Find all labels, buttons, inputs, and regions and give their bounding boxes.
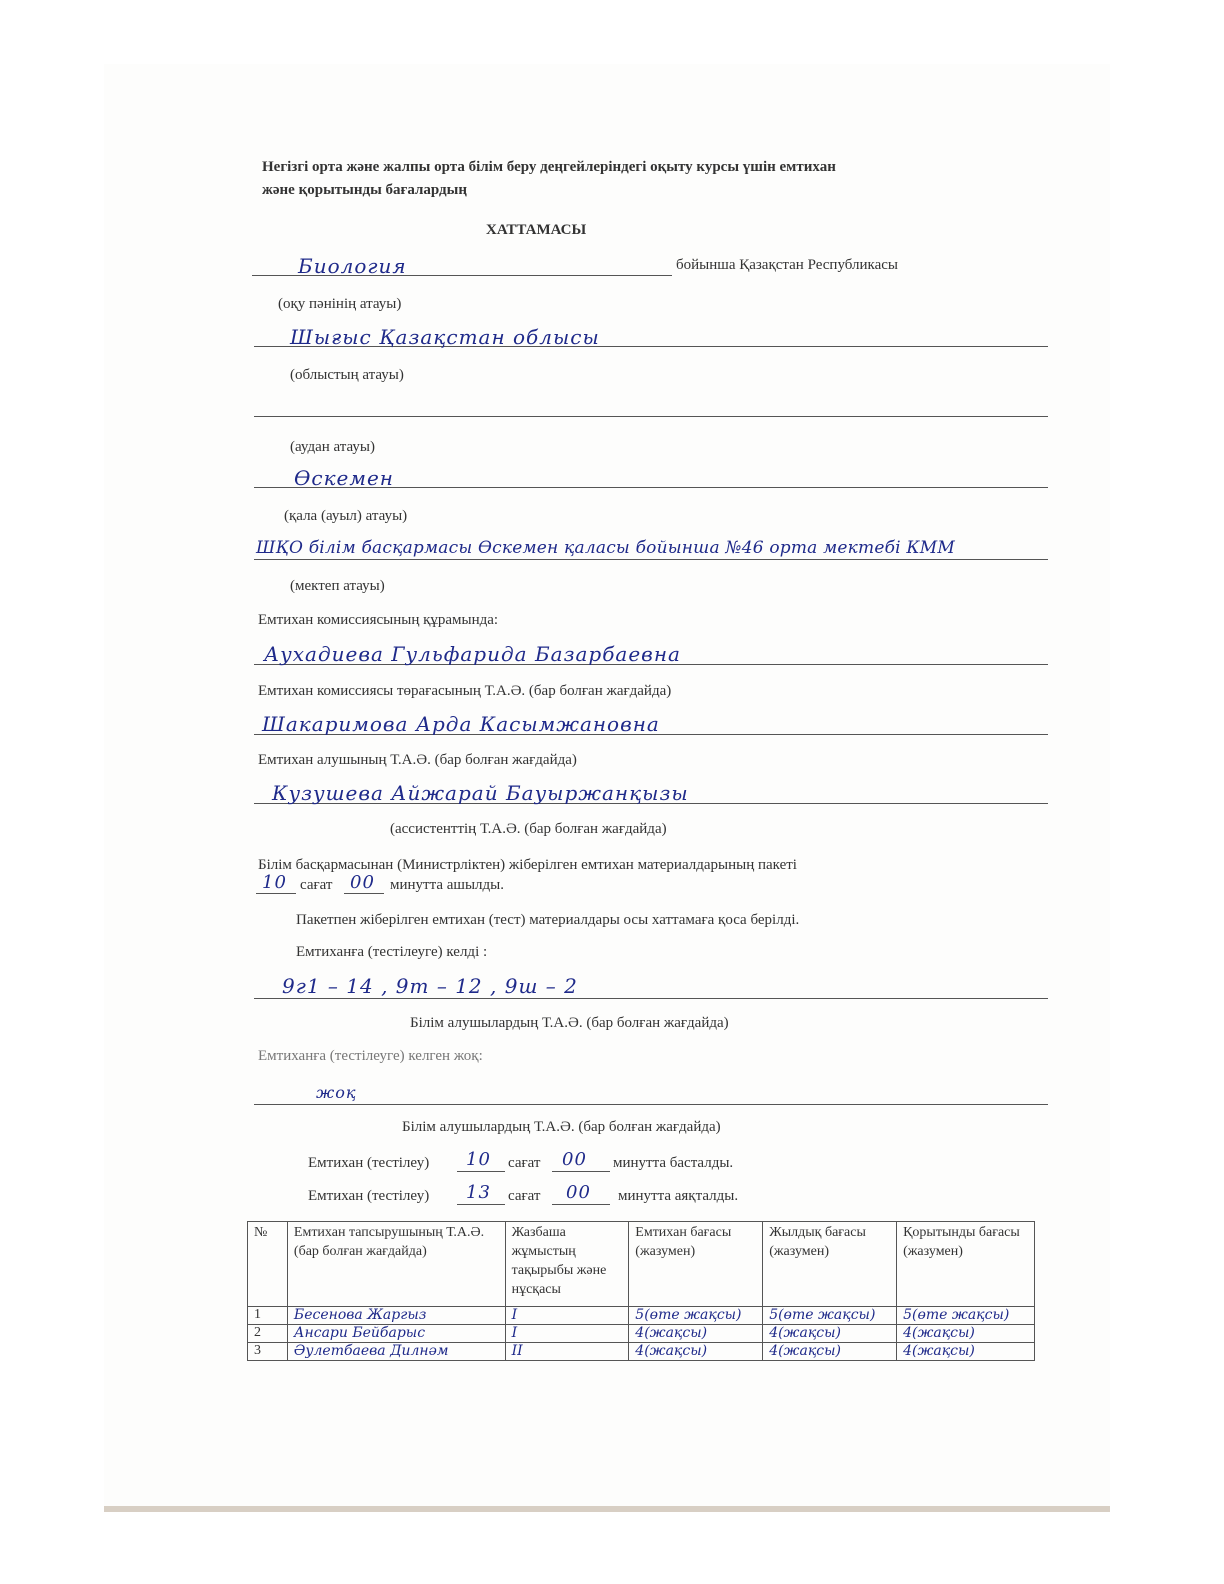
- header-number: №: [248, 1222, 288, 1307]
- subject-suffix: бойынша Қазақстан Республикасы: [676, 257, 898, 273]
- commission-heading: Емтихан комиссиясының құрамында:: [258, 612, 499, 628]
- examiner-caption: Емтихан алушының Т.А.Ә. (бар болған жағдайда): [258, 752, 577, 768]
- header-name: Емтихан тапсырушының Т.А.Ә. (бар болған жағдайда): [287, 1222, 505, 1307]
- absent-value: жоқ: [316, 1083, 357, 1102]
- package-minute-underline: [344, 893, 384, 894]
- city-caption: (қала (ауыл) атауы): [284, 508, 408, 524]
- variant: I: [505, 1325, 629, 1343]
- school-caption: (мектеп атауы): [290, 578, 385, 594]
- absent-caption: Білім алушылардың Т.А.Ә. (бар болған жағдайда): [402, 1119, 721, 1135]
- exam-grade: 4(жақсы): [629, 1325, 763, 1343]
- header-line-1: Негізгі орта және жалпы орта білім беру деңгейлеріндегі оқыту курсы үшін емтихан: [262, 159, 836, 175]
- end-minute: 00: [566, 1182, 591, 1203]
- start-suffix: минутта басталды.: [613, 1155, 734, 1171]
- district-underline: [254, 416, 1048, 417]
- package-text: Білім басқармасынан (Министрліктен) жіберілген емтихан материалдарының пакеті: [258, 857, 797, 873]
- came-caption: Білім алушылардың Т.А.Ә. (бар болған жағдайда): [410, 1015, 729, 1031]
- row-number: 2: [248, 1325, 288, 1343]
- package-minute: 00: [350, 872, 375, 893]
- table-row: [248, 1307, 1035, 1325]
- end-prefix: Емтихан (тестілеу): [308, 1188, 430, 1204]
- school-underline: [254, 559, 1048, 560]
- start-minute: 00: [562, 1149, 587, 1170]
- table-header-row: [248, 1222, 1035, 1307]
- header-final-grade: Қорытынды бағасы (жазумен): [897, 1222, 1035, 1307]
- annual-grade: 4(жақсы): [763, 1325, 897, 1343]
- chair-caption: Емтихан комиссиясы төрағасының Т.А.Ә. (бар болған жағдайда): [258, 683, 672, 699]
- annual-grade: 5(өте жақсы): [763, 1307, 897, 1325]
- end-hour: 13: [466, 1182, 491, 1203]
- table-row: [248, 1325, 1035, 1343]
- start-hour-underline: [457, 1171, 505, 1172]
- absent-label: Емтиханға (тестілеуге) келген жоқ:: [258, 1048, 483, 1064]
- row-number: 1: [248, 1307, 288, 1325]
- absent-underline: [254, 1104, 1048, 1105]
- chair-name: Аухадиева Гульфарида Базарбаевна: [264, 642, 681, 666]
- start-prefix: Емтихан (тестілеу): [308, 1155, 430, 1171]
- end-minute-underline: [552, 1204, 610, 1205]
- variant: I: [505, 1307, 629, 1325]
- came-underline: [254, 998, 1048, 999]
- subject-caption: (оқу пәнінің атауы): [278, 296, 402, 312]
- exam-grade: 4(жақсы): [629, 1343, 763, 1361]
- variant: II: [505, 1343, 629, 1361]
- package-hour: 10: [262, 872, 287, 893]
- assistant-caption: (ассистенттің Т.А.Ә. (бар болған жағдайда): [390, 821, 667, 837]
- package-hour-label: сағат: [300, 877, 333, 893]
- row-number: 3: [248, 1343, 288, 1361]
- final-grade: 4(жақсы): [897, 1325, 1035, 1343]
- district-caption: (аудан атауы): [290, 439, 375, 455]
- start-hour: 10: [466, 1149, 491, 1170]
- assistant-name: Кузушева Айжарай Бауыржанқызы: [272, 781, 689, 805]
- package-attached: Пакетпен жіберілген емтихан (тест) материалдары осы хаттамаға қоса берілді.: [296, 912, 800, 928]
- came-label: Емтиханға (тестілеуге) келді :: [296, 944, 488, 960]
- results-table: [247, 1221, 1035, 1361]
- student-name: Бесенова Жаргыз: [287, 1307, 505, 1325]
- header-annual-grade: Жылдық бағасы (жазумен): [763, 1222, 897, 1307]
- student-name: Әулетбаева Дилнәм: [287, 1343, 505, 1361]
- package-hour-underline: [256, 893, 296, 894]
- annual-grade: 4(жақсы): [763, 1343, 897, 1361]
- end-suffix: минутта аяқталды.: [618, 1188, 739, 1204]
- region-value: Шығыс Қазақстан облысы: [290, 325, 600, 349]
- end-hour-underline: [457, 1204, 505, 1205]
- final-grade: 5(өте жақсы): [897, 1307, 1035, 1325]
- package-minute-label: минутта ашылды.: [390, 877, 504, 893]
- table-row: [248, 1343, 1035, 1361]
- examiner-name: Шакаримова Арда Касымжановна: [262, 712, 660, 736]
- region-caption: (облыстың атауы): [290, 367, 404, 383]
- page-title: ХАТТАМАСЫ: [486, 222, 587, 238]
- subject-value: Биология: [298, 254, 407, 278]
- final-grade: 4(жақсы): [897, 1343, 1035, 1361]
- city-value: Өскемен: [294, 466, 394, 490]
- start-hour-label: сағат: [508, 1155, 541, 1171]
- header-exam-grade: Емтихан бағасы (жазумен): [629, 1222, 763, 1307]
- exam-grade: 5(өте жақсы): [629, 1307, 763, 1325]
- header-topic: Жазбаша жұмыстың тақырыбы және нұсқасы: [505, 1222, 629, 1307]
- header-line-2: және қорытынды бағалардың: [262, 182, 467, 198]
- student-name: Ансари Бейбарыс: [287, 1325, 505, 1343]
- came-value: 9г1 – 14 , 9т – 12 , 9ш – 2: [282, 974, 578, 998]
- start-minute-underline: [552, 1171, 610, 1172]
- school-value: ШҚО білім басқармасы Өскемен қаласы бойынша №46 орта мектебі КММ: [256, 538, 955, 558]
- end-hour-label: сағат: [508, 1188, 541, 1204]
